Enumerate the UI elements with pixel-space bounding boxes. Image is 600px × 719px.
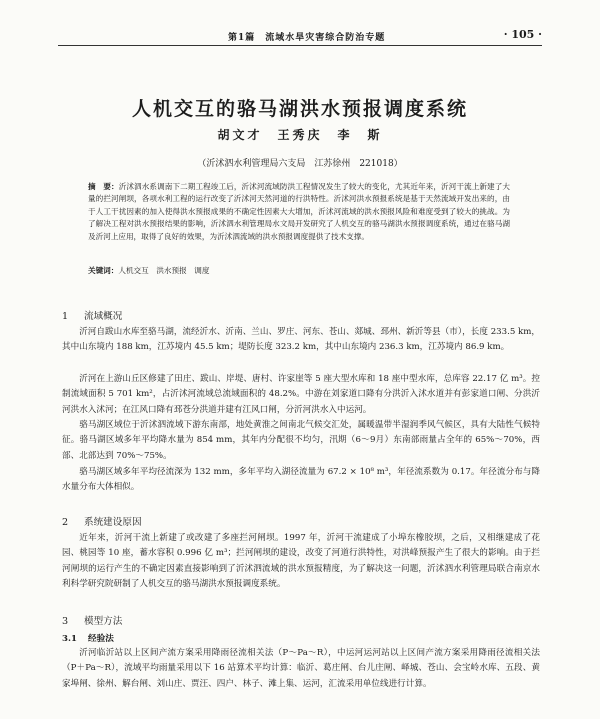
section-1-paragraph-3: 骆马湖区域位于沂沭泗流域下游东南部，地处黄淮之间南北气候交汇处，属暖温带半湿润季风气候区，具有大陆性气候特征。骆马湖区域多年平均降水量为 854 mm，其年内分配很不均匀，汛期（6～9月）东南部雨量占全年的 65%～70%，西部、北部达到 70%～75%。 — [62, 420, 540, 461]
section-1-paragraph-1: 沂河自跋山水库至骆马湖，流经沂水、沂南、兰山、罗庄、河东、苍山、郯城、邳州、新沂等县（市），长度 233.5 km，其中山东境内 188 km，江苏境内 45.5 km；堤防长度 323.2 km，其中山东境内 236.3 km，江苏境内 86.9 km。 — [62, 327, 540, 353]
keywords-label: 关键词： — [88, 266, 119, 275]
section-number: 3 — [62, 616, 69, 627]
header-rule — [58, 45, 542, 46]
paper-authors: 胡文才 王秀庆 李 斯 — [217, 128, 383, 142]
section-1-paragraph-4: 骆马湖区域多年平均径流深为 132 mm，多年平均入湖径流量为 67.2 × 10⁸ m³，年径流系数为 0.17。年径流分布与降水量分布大体相似。 — [62, 467, 540, 493]
paper-title: 人机交互的骆马湖洪水预报调度系统 — [131, 98, 468, 120]
running-header — [58, 28, 542, 44]
subsection-3-1-paragraph-1: 沂河临沂站以上区间产流方案采用降雨径流相关法（P～Pa～R），中运河运河站以上区间产流方案采用降雨径流相关法（P＋Pa～R），流域平均雨量采用以下 16 站算术平均计算：临沂、葛庄闸、台儿庄闸、峄城、苍山、会宝岭水库、五段、黄家埠闸、徐州、解台闸、刘山庄、贾汪、四户、林子、滩上集、运河，汇流采用单位线进行计算。 — [62, 648, 540, 689]
keywords-text: 人机交互 洪水预报 调度 — [118, 266, 210, 275]
paper-affiliation: （沂沭泗水利管理局六支局 江苏徐州 221018） — [197, 159, 403, 169]
section-2-heading — [62, 514, 142, 528]
section-1-paragraph-2: 沂河在上游山丘区修建了田庄、跋山、岸堤、唐村、许家崖等 5 座大型水库和 18 座中型水库，总库容 22.17 亿 m³。控制流域面积 5 701 km²，占沂沭河流域总流域面积的 48.2%。中游在刘家道口降有分洪沂入沭水道并有彭家道口闸、分洪沂河洪水入沭河；在江风口降有邳苍分洪道并建有江风口闸，分沂河洪水入中运河。 — [62, 374, 540, 415]
abstract-label: 摘 要： — [88, 182, 119, 191]
abstract — [88, 181, 510, 243]
section-title: 系统建设原因 — [84, 517, 142, 528]
subsection-3-1-heading — [62, 632, 114, 644]
subsection-title: 经验法 — [88, 634, 114, 644]
section-number: 2 — [62, 517, 69, 528]
keywords — [88, 265, 210, 276]
page-number: · 105 · — [503, 28, 542, 41]
section-2-paragraph-1: 近年来，沂河干流上新建了或改建了多座拦河闸坝。1997 年，沂河干流建成了小埠东橡胶坝，之后，又相继建成了花园、桃园等 10 座，蓄水容积 0.996 亿 m³；拦河闸坝的建设，改变了河道行洪特性，对洪峰预报产生了很大的影响。由于拦河闸坝的运行产生的不确定因素直接影响到了沂沭泗流域的洪水预报精度，为了解决这一问题，沂沭泗水利管理局联合南京水利科学研究院研制了人机交互的骆马湖洪水预报调度系统。 — [62, 533, 540, 589]
abstract-text: 沂沭泗水系调南下二期工程竣工后，沂沭河流域防洪工程情况发生了较大的变化，尤其近年来，沂河干流上新建了大量的拦河闸坝，各项水利工程的运行改变了沂沭河天然河道的行洪特性。沂沭河洪水预报系统是基于天然流域开发出来的，由于人工干扰因素的加入使得洪水预报成果的不确定性因素大大增加，沂沭河流域的洪水预报风险和难度受到了较大的挑战。为了解决工程对洪水预报结果的影响，沂沭泗水利管理局水文局开发研究了人机交互的骆马湖洪水预报调度系统，通过在骆马湖及沂河上应用，取得了良好的效果，为沂沭泗流域的洪水预报调度提供了技术支撑。 — [88, 182, 511, 241]
subsection-number: 3.1 — [62, 634, 77, 644]
section-3-heading — [62, 613, 122, 627]
section-title: 流域概况 — [84, 311, 123, 322]
journal-section: 第1篇 流域水旱灾害综合防治专题 — [228, 33, 386, 43]
section-number: 1 — [62, 311, 69, 322]
section-title: 模型方法 — [84, 616, 123, 627]
section-1-heading — [62, 308, 122, 322]
